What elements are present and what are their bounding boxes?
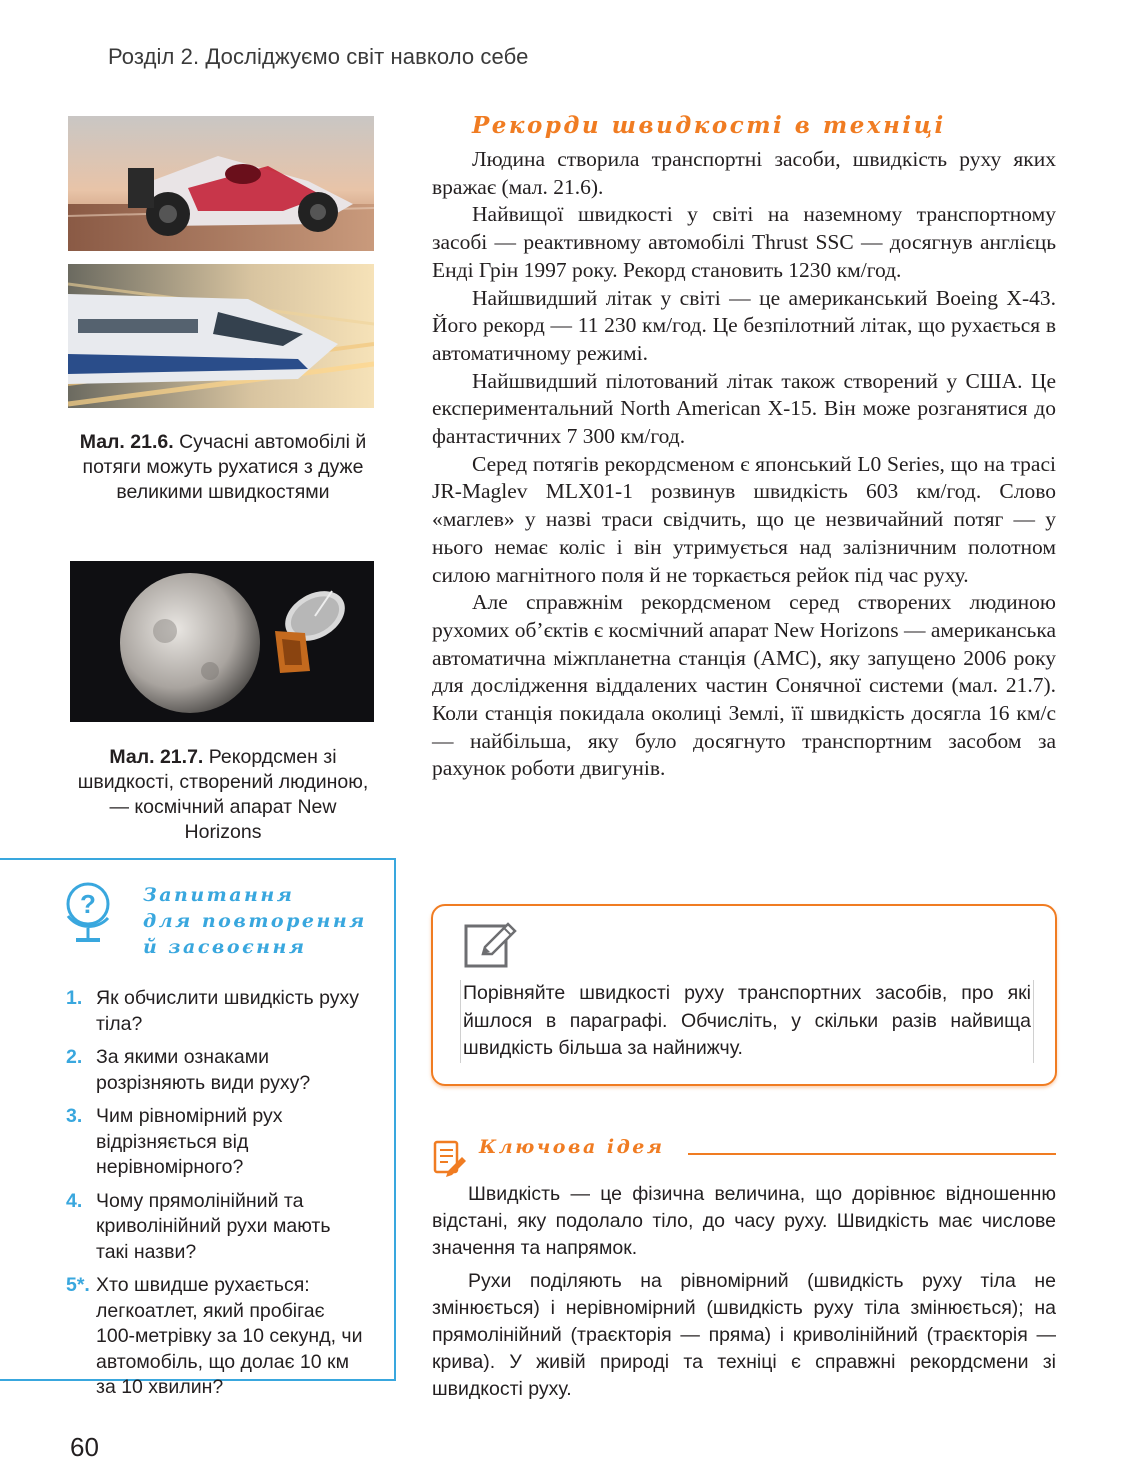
figure-21-6-label: Мал. 21.6.	[79, 431, 174, 453]
question-item	[66, 1273, 366, 1401]
new-horizons-photo	[70, 561, 374, 722]
questions-list	[66, 986, 366, 1409]
key-idea-text	[432, 1181, 1056, 1409]
paragraph: Найшвидший літак у світі — це американський Boeing X-43. Його рекорд — 11 230 км/год. Це безпілотний літак, що рухається в автоматичному режимі.	[432, 285, 1056, 365]
question-text: Чому прямолінійний та криволінійний рухи мають такі назви?	[96, 1189, 331, 1263]
svg-text:?: ?	[80, 889, 96, 919]
key-idea-divider	[688, 1153, 1056, 1155]
high-speed-train-photo	[68, 264, 374, 408]
question-number: 5*.	[66, 1274, 90, 1296]
paragraph: Серед потягів рекордсменом є японський L0 Series, що на трасі JR-Maglev MLX01-1 розвинув швидкість 603 км/год. Слово «маглев» у назві траси свідчить, що це незвичайний потяг — у нього немає коліс і він утримується над залізничним полотном силою магнітного поля й не торкається рейок під час руху.	[432, 451, 1056, 587]
question-number: 2.	[66, 1046, 83, 1068]
question-item	[66, 1045, 366, 1096]
figure-21-6-text: Сучасні автомобілі й потяги можуть рухатися з дуже великими швидкостями	[82, 431, 367, 503]
questions-title	[143, 882, 367, 960]
main-text	[432, 146, 1056, 783]
pencil-note-icon	[463, 921, 519, 971]
page-number: 60	[70, 1432, 99, 1462]
paragraph: Найшвидший пілотований літак також створений у США. Це експериментальний North American X-15. Він може розганятися до фантастичних 7 300 км/год.	[432, 368, 1056, 449]
figure-21-7-label: Мал. 21.7.	[109, 746, 204, 768]
task-text: Порівняйте швидкості руху транспортних засобів, про які йшлося в параграфі. Обчисліть, у скільки разів найвища швидкість більша за найнижчу.	[460, 980, 1034, 1063]
question-item	[66, 1189, 366, 1266]
question-text: Хто швидше рухається: легкоатлет, який пробігає 100-метрівку за 10 секунд, чи автомобіль, що долає 10 км за 10 хвилин?	[96, 1274, 363, 1398]
figure-21-7-text: Рекордсмен зі швидкості, створений людиною, — космічний апарат New Horizons	[77, 746, 369, 843]
paragraph: Людина створила транспортні засоби, швидкість руху яких вражає (мал. 21.6).	[432, 147, 1056, 199]
question-item	[66, 986, 366, 1037]
key-idea-paragraph: Рухи поділяють на рівномірний (швидкість руху тіла не змінюється) і нерівномірний (швидкість руху тіла змінюється); на прямолінійний (траєкторія — пряма) і криволінійний (траєкторія — крива). У живій природі та техніці є справжні рекордсмени зі швидкості руху.	[432, 1270, 1056, 1400]
paragraph: Але справжнім рекордсменом серед створених людиною рухомих об’єктів є космічний апарат New Horizons — американська автоматична міжпланетна станція (АМС), яку запущено 2006 року для дослідження віддалених частин Сонячної системи (мал. 21.7). Коли станція покидала околиці Землі, її швидкість досягла 16 км/с — найбільша, яку було досягнуто транспортним засобом за рахунок роботи двигунів.	[432, 590, 1056, 781]
paragraph: Найвищої швидкості у світі на наземному транспортному засобі — реактивному автомобілі Thrust SSC — досягнув англієць Енді Грін 1997 року. Рекорд становить 1230 км/год.	[432, 202, 1056, 282]
key-idea-icon	[432, 1137, 466, 1181]
questions-title-line: й засвоєння	[143, 936, 307, 958]
key-idea-paragraph: Швидкість — це фізична величина, що дорівнює відношенню відстані, яку подолало тіло, до часу руху. Швидкість має числове значення та напрямок.	[432, 1183, 1056, 1259]
figure-21-7-caption	[70, 745, 376, 845]
section-title: Рекорди швидкості в техніці	[472, 112, 946, 139]
key-idea-title: Ключова ідея	[479, 1136, 665, 1158]
question-item	[66, 1104, 366, 1181]
question-number: 1.	[66, 987, 83, 1009]
race-car-photo	[68, 116, 374, 251]
question-number: 3.	[66, 1105, 83, 1127]
globe-question-icon	[62, 876, 118, 948]
question-text: Чим рівномірний рух відрізняється від нерівномірного?	[96, 1105, 283, 1178]
question-text: Як обчислити швидкість руху тіла?	[96, 987, 359, 1035]
questions-title-line: для повторення	[143, 910, 367, 932]
question-text: За якими ознаками розрізняють види руху?	[96, 1046, 311, 1094]
question-number: 4.	[66, 1189, 83, 1212]
figure-21-6-caption	[70, 430, 376, 505]
questions-title-line: Запитання	[143, 884, 295, 906]
running-header: Розділ 2. Досліджуємо світ навколо себе	[108, 44, 529, 69]
